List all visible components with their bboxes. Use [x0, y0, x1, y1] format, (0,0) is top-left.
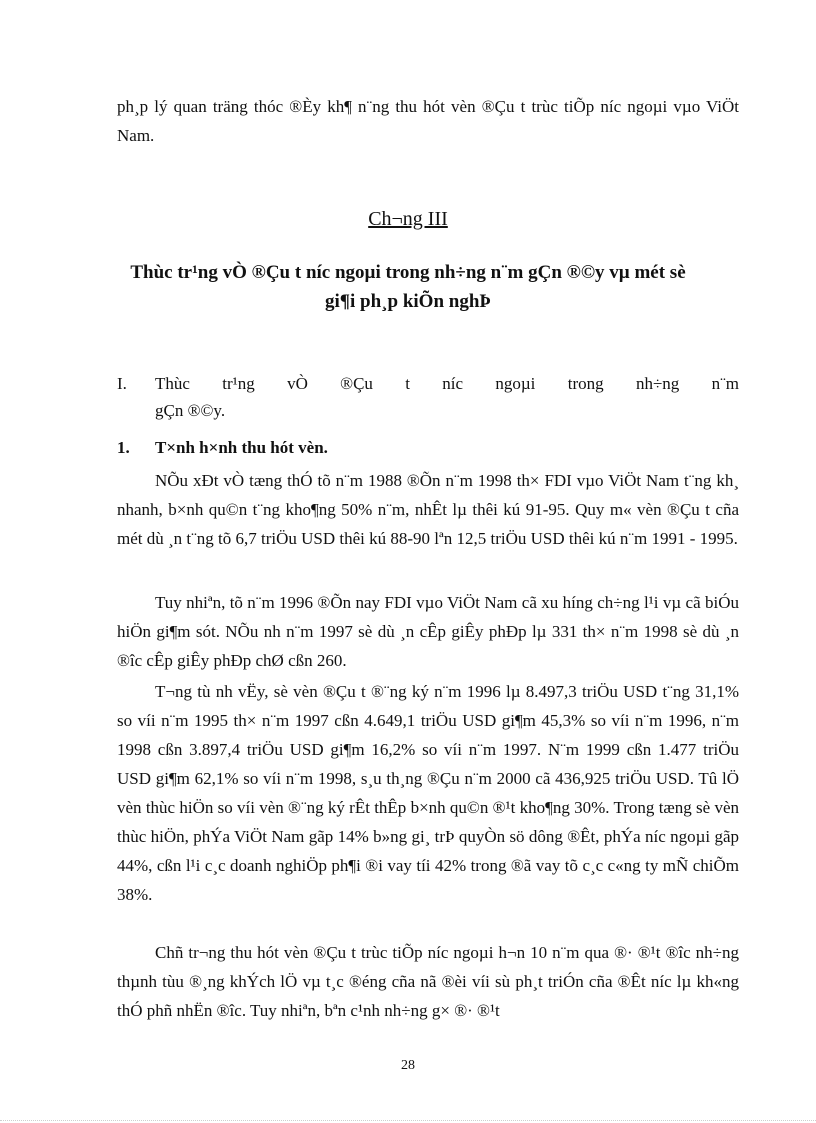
subsection-title: T×nh h×nh thu hót vèn.: [155, 438, 328, 457]
body-paragraph-3: T¬ng tù nh vËy, sè vèn ®Çu t ®¨ng ký n¨m 1996 lµ 8.497,3 triÖu USD t¨ng 31,1% so víi n¨m 1995 th× n¨m 1997 cßn 4.649,1 triÖu USD gi¶m 45,3% so víi n¨m 1996, n¨m 1998 cßn 3.897,4 triÖu USD gi¶m 16,2% so víi n¨m 1997. N¨m 1999 cßn 1.477 triÖu USD gi¶m 62,1% so víi n¨m 1998, s¸u th¸ng ®Çu n¨m 2000 cã 436,925 triÖu USD. Tû lÖ vèn thùc hiÖn so víi vèn ®¨ng ký rÊt thÊp b×nh qu©n ®¹t kho¶ng 30%. Trong tæng sè vèn thùc hiÖn, phÝa ViÖt Nam gãp 14% b»ng gi¸ trÞ quyÒn sö dông ®Êt, phÝa níc ngoµi gãp 44%, cßn l¹i c¸c doanh nghiÖp ph¶i ®i vay tíi 42% trong ®ã vay tõ c¸c c«ng ty mÑ chiÕm 38%.: [117, 682, 739, 904]
subsection-number: 1.: [117, 438, 130, 457]
body-paragraph-4: Chñ tr¬ng thu hót vèn ®Çu t trùc tiÕp níc ngoµi h¬n 10 n¨m qua ®· ®¹t ®îc nh÷ng thµnh tùu ®¸ng khÝch lÖ vµ t¸c ®éng cña nã ®èi víi sù ph¸t triÓn cña ®Êt níc lµ kh«ng thÓ phñ nhËn ®îc. Tuy nhiªn, bªn c¹nh nh÷ng g× ®· ®¹t: [117, 943, 739, 1020]
page-number: 28: [401, 1058, 415, 1073]
section-number: I.: [117, 374, 127, 393]
intro-paragraph: ph¸p lý quan träng thóc ®Èy kh¶ n¨ng thu hót vèn ®Çu t trùc tiÕp níc ngoµi vµo ViÖt Nam.: [117, 97, 739, 145]
body-paragraph-2: Tuy nhiªn, tõ n¨m 1996 ®Õn nay FDI vµo ViÖt Nam cã xu híng ch÷ng l¹i vµ cã biÓu hiÖn gi¶m sót. NÕu nh n¨m 1997 sè dù ¸n cÊp giÊy phÐp lµ 331 th× n¨m 1998 sè dù ¸n ®îc cÊp giÊy phÐp chØ cßn 260.: [117, 593, 739, 670]
body-paragraph-1: NÕu xÐt vÒ tæng thÓ tõ n¨m 1988 ®Õn n¨m 1998 th× FDI vµo ViÖt Nam t¨ng kh¸ nhanh, b×nh qu©n t¨ng kho¶ng 50% n¨m, nhÊt lµ thêi kú 91-95. Quy m« vèn ®Çu t cña mét dù ¸n t¨ng tõ 6,7 triÖu USD thêi kú 88-90 lªn 12,5 triÖu USD thêi kú n¨m 1991 - 1995.: [117, 471, 739, 548]
chapter-label-text: Ch¬ng III: [368, 208, 448, 230]
page-bottom-divider: [0, 1120, 816, 1121]
chapter-title: Thùc tr¹ng vÒ ®Çu t níc ngoµi trong nh÷ng n¨m gÇn ®©y vµ mét sè gi¶i ph¸p kiÕn nghÞ: [130, 262, 686, 312]
chapter-label: [0, 208, 816, 231]
section-title-line-2: gÇn ®©y.: [155, 401, 226, 420]
section-title-line-1: Thùc tr¹ng vÒ ®Çu t níc ngoµi trong nh÷ng n¨m: [155, 374, 739, 393]
